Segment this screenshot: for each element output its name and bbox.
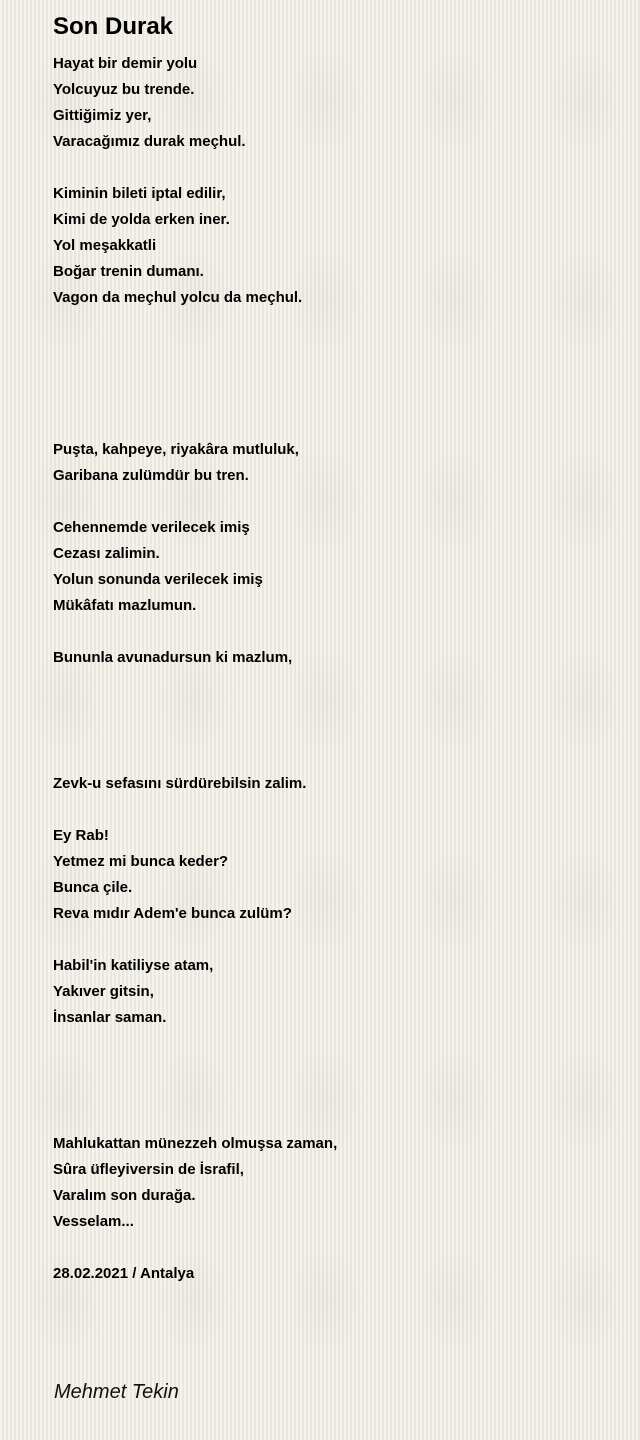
poem-line: Varalım son durağa. [53, 1187, 196, 1204]
poem-line: Yol meşakkatli [53, 237, 157, 254]
poem-line: Vesselam... [53, 1213, 134, 1230]
poem-title: Son Durak [53, 13, 174, 40]
poem-line: Puşta, kahpeye, riyakâra mutluluk, [53, 441, 299, 458]
poem-line: Cezası zalimin. [53, 545, 160, 562]
poem-line: Ey Rab! [53, 827, 109, 844]
poem-line: Zevk-u sefasını sürdürebilsin zalim. [53, 775, 307, 792]
poem-line: Yolcuyuz bu trende. [53, 81, 195, 98]
poem-line: Yetmez mi bunca keder? [53, 853, 229, 870]
poem-line: Habil'in katiliyse atam, [53, 957, 214, 974]
poem-line: Bunca çile. [53, 879, 133, 896]
poem-line: Reva mıdır Adem'e bunca zulüm? [53, 905, 292, 922]
poem-line: Yolun sonunda verilecek imiş [53, 571, 263, 588]
poem-line: Cehennemde verilecek imiş [53, 519, 250, 536]
poem-author: Mehmet Tekin [54, 1381, 179, 1403]
poem-line: Mahlukattan münezzeh olmuşsa zaman, [53, 1135, 338, 1152]
poem-line: Boğar trenin dumanı. [53, 263, 204, 280]
poem-date-place: 28.02.2021 / Antalya [53, 1265, 195, 1282]
poem-line: Yakıver gitsin, [53, 983, 154, 1000]
poem-line: Sûra üfleyiversin de İsrafil, [53, 1161, 244, 1178]
poem-line: Mükâfatı mazlumun. [53, 597, 197, 614]
poem-line: Gittiğimiz yer, [53, 107, 152, 124]
poem-line: Bununla avunadursun ki mazlum, [53, 649, 293, 666]
poem-line: Varacağımız durak meçhul. [53, 133, 246, 150]
poem-line: Garibana zulümdür bu tren. [53, 467, 249, 484]
poem-line: Vagon da meçhul yolcu da meçhul. [53, 289, 303, 306]
poem-line: Kimi de yolda erken iner. [53, 211, 230, 228]
poem-line: İnsanlar saman. [53, 1009, 167, 1026]
poem-line: Kiminin bileti iptal edilir, [53, 185, 226, 202]
poem-line: Hayat bir demir yolu [53, 55, 198, 72]
